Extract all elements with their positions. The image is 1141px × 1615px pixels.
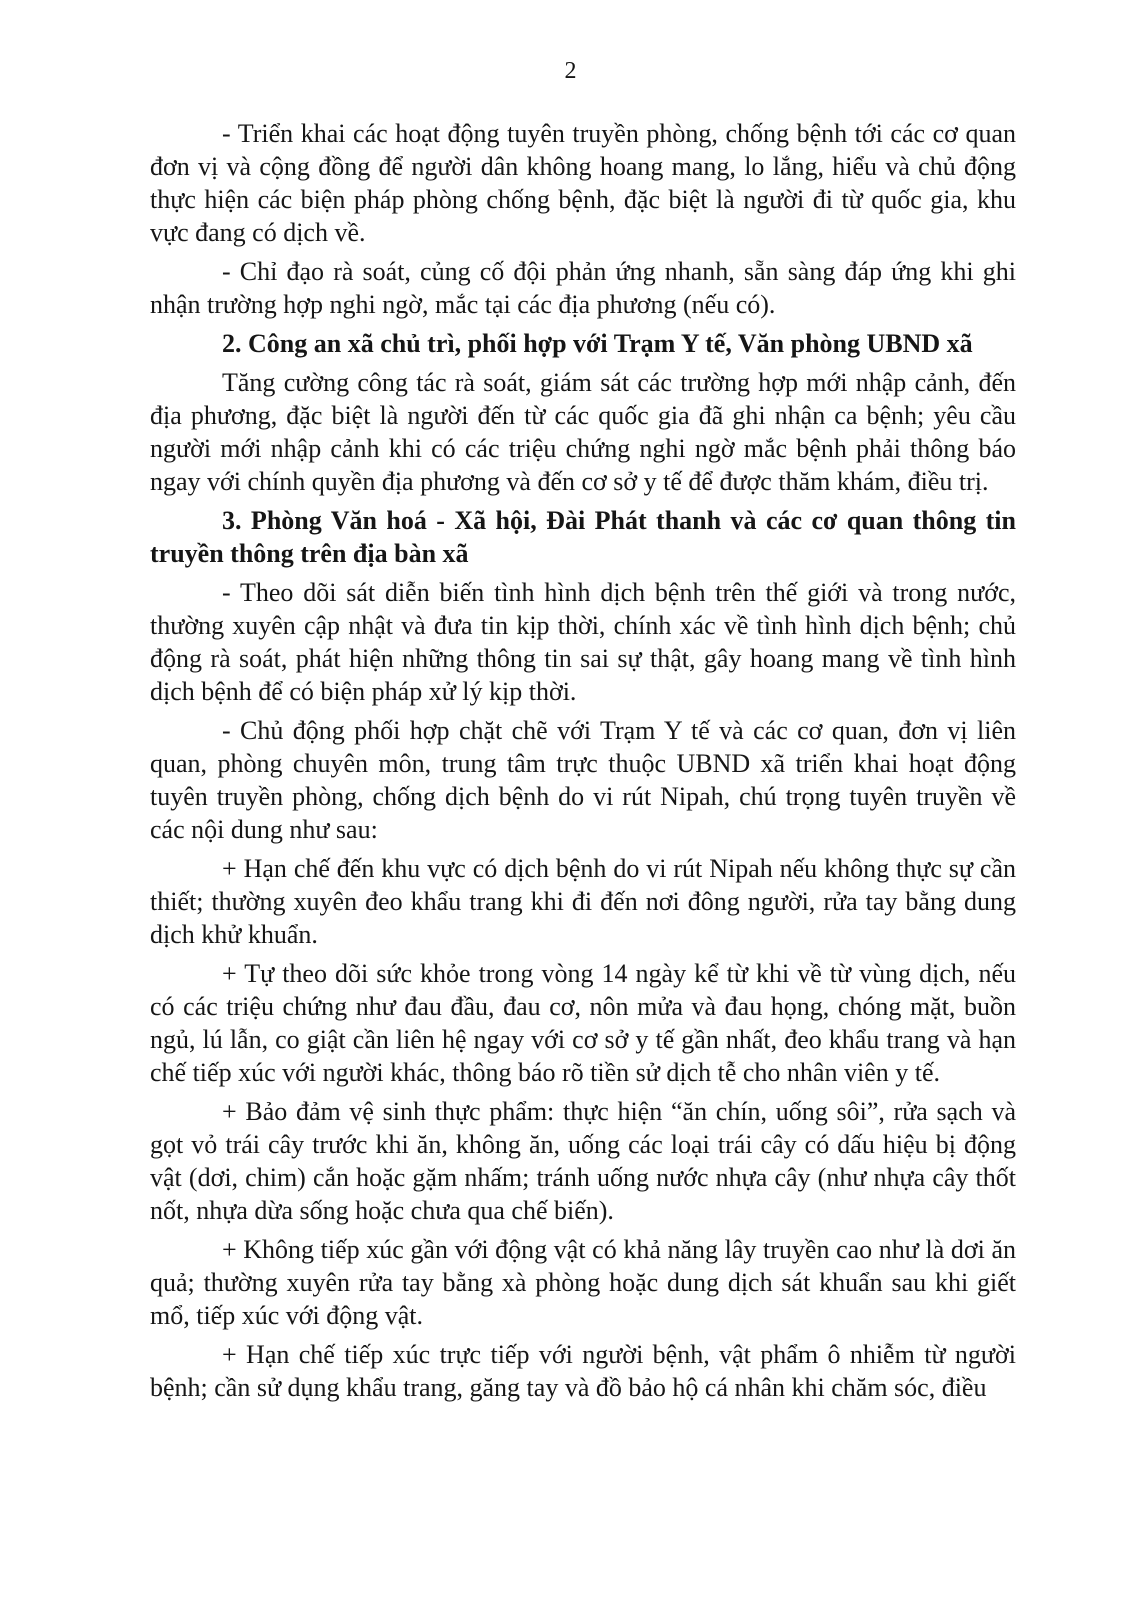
paragraph-coordinate: - Chủ động phối hợp chặt chẽ với Trạm Y tế và các cơ quan, đơn vị liên quan, phòng chuyên môn, trung tâm trực thuộc UBND xã triển khai hoạt động tuyên truyền phòng, chống dịch bệnh do vi rút Nipah, chú trọng tuyên truyền về các nội dung như sau: xyxy=(150,716,1016,844)
page-number: 2 xyxy=(564,58,577,84)
document-body xyxy=(150,117,1016,1410)
paragraph-police-tasks: Tăng cường công tác rà soát, giám sát các trường hợp mới nhập cảnh, đến địa phương, đặc biệt là người đến từ các quốc gia đã ghi nhận ca bệnh; yêu cầu người mới nhập cảnh khi có các triệu chứng nghi ngờ mắc bệnh phải thông báo ngay với chính quyền địa phương và đến cơ sở y tế để được thăm khám, điều trị. xyxy=(150,368,1016,496)
paragraph-animal-contact: + Không tiếp xúc gần với động vật có khả năng lây truyền cao như là dơi ăn quả; thường xuyên rửa tay bằng xà phòng hoặc dung dịch sát khuẩn sau khi giết mổ, tiếp xúc với động vật. xyxy=(150,1235,1016,1330)
paragraph-self-monitor: + Tự theo dõi sức khỏe trong vòng 14 ngày kể từ khi về từ vùng dịch, nếu có các triệu chứng như đau đầu, đau cơ, nôn mửa và đau họng, chóng mặt, buồn ngủ, lú lẫn, co giật cần liên hệ ngay với cơ sở y tế gần nhất, đeo khẩu trang và hạn chế tiếp xúc với người khác, thông báo rõ tiền sử dịch tễ cho nhân viên y tế. xyxy=(150,959,1016,1087)
paragraph-limit-travel: + Hạn chế đến khu vực có dịch bệnh do vi rút Nipah nếu không thực sự cần thiết; thường xuyên đeo khẩu trang khi đi đến nơi đông người, rửa tay bằng dung dịch khử khuẩn. xyxy=(150,854,1016,949)
section-heading-2: 2. Công an xã chủ trì, phối hợp với Trạm Y tế, Văn phòng UBND xã xyxy=(222,329,973,358)
paragraph-rapid-response: - Chỉ đạo rà soát, củng cố đội phản ứng nhanh, sẵn sàng đáp ứng khi ghi nhận trường hợp nghi ngờ, mắc tại các địa phương (nếu có). xyxy=(150,257,1016,319)
paragraph-propaganda: - Triển khai các hoạt động tuyên truyền phòng, chống bệnh tới các cơ quan đơn vị và cộng đồng để người dân không hoang mang, lo lắng, hiểu và chủ động thực hiện các biện pháp phòng chống bệnh, đặc biệt là người đi từ quốc gia, khu vực đang có dịch về. xyxy=(150,119,1016,247)
paragraph-patient-contact: + Hạn chế tiếp xúc trực tiếp với người bệnh, vật phẩm ô nhiễm từ người bệnh; cần sử dụng khẩu trang, găng tay và đồ bảo hộ cá nhân khi chăm sóc, điều xyxy=(150,1340,1016,1402)
section-heading-3: 3. Phòng Văn hoá - Xã hội, Đài Phát thanh và các cơ quan thông tin truyền thông trên địa bàn xã xyxy=(150,506,1016,568)
paragraph-monitor-news: - Theo dõi sát diễn biến tình hình dịch bệnh trên thế giới và trong nước, thường xuyên cập nhật và đưa tin kịp thời, chính xác về tình hình dịch bệnh; chủ động rà soát, phát hiện những thông tin sai sự thật, gây hoang mang về tình hình dịch bệnh để có biện pháp xử lý kịp thời. xyxy=(150,578,1016,706)
paragraph-food-safety: + Bảo đảm vệ sinh thực phẩm: thực hiện “ăn chín, uống sôi”, rửa sạch và gọt vỏ trái cây trước khi ăn, không ăn, uống các loại trái cây có dấu hiệu bị động vật (dơi, chim) cắn hoặc gặm nhấm; tránh uống nước nhựa cây (như nhựa cây thốt nốt, nhựa dừa sống hoặc chưa qua chế biến). xyxy=(150,1097,1016,1225)
